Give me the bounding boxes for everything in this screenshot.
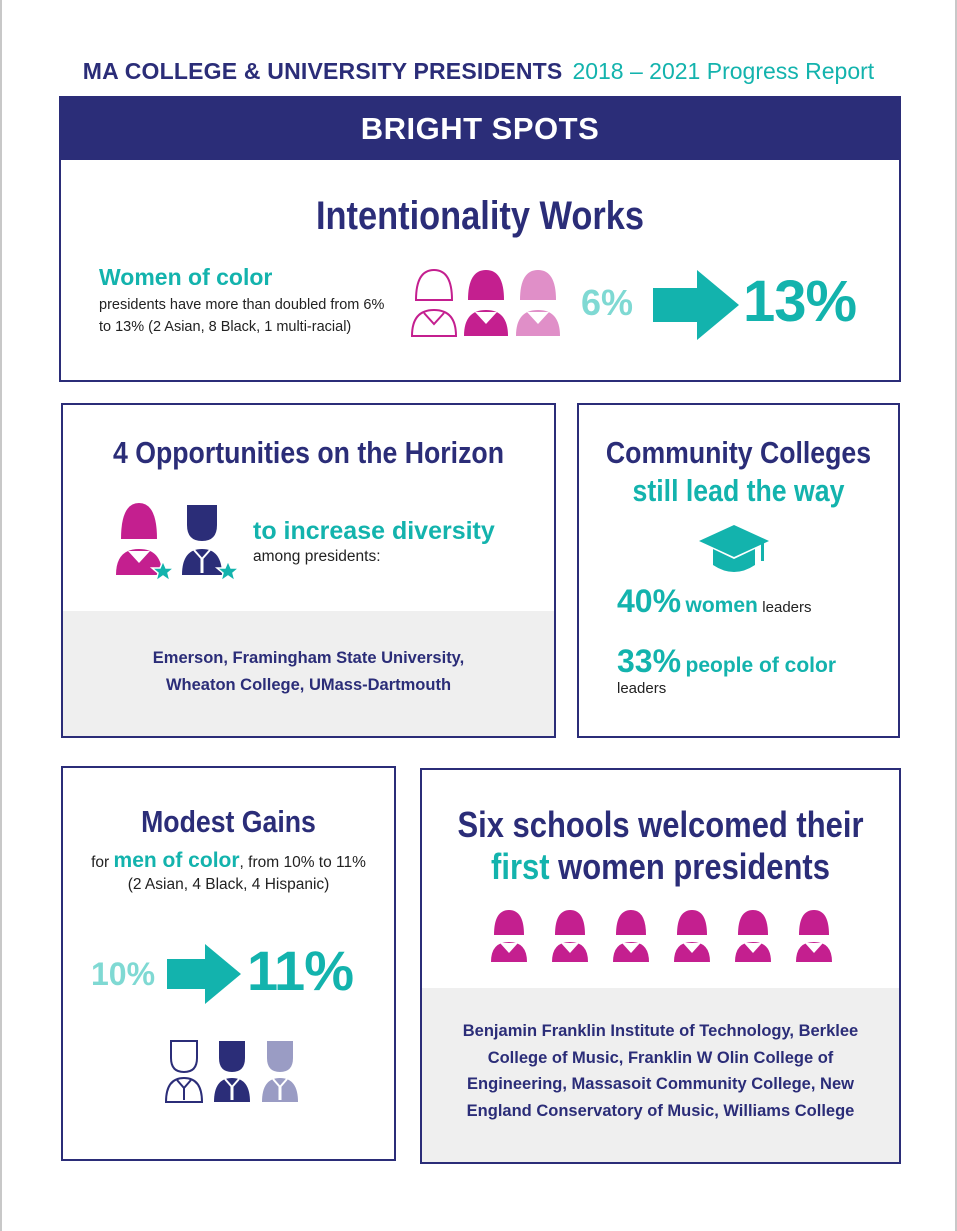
woman-icon <box>491 910 527 962</box>
poc-leaders-pct: 33% <box>617 643 682 679</box>
community-colleges-subtitle: still lead the way <box>632 473 845 508</box>
men-icons-group <box>165 1038 305 1106</box>
man-outline-icon <box>166 1041 202 1102</box>
six-schools-title: Six schools welcomed their <box>457 804 864 845</box>
women-of-color-description: presidents have more than doubled from 6% to 13% (2 Asian, 8 Black, 1 multi-racial) <box>99 297 385 335</box>
first-highlight: first <box>491 846 550 887</box>
report-subtitle: 2018 – 2021 Progress Report <box>572 58 875 84</box>
poc-leaders-suffix: leaders <box>617 680 667 697</box>
modest-gains-prefix: for <box>91 854 110 871</box>
modest-gains-card <box>61 766 396 1161</box>
bright-spots-banner: BRIGHT SPOTS <box>59 96 901 162</box>
poc-leaders-stat <box>617 643 877 697</box>
woman-star-icon <box>116 503 174 581</box>
women-of-color-from-pct: 6% <box>581 282 634 323</box>
six-schools-panel <box>422 988 899 1162</box>
page-header <box>2 58 955 85</box>
women-leaders-pct: 40% <box>617 583 682 619</box>
man-slate-icon <box>262 1041 298 1102</box>
women-leaders-label: women <box>685 594 758 617</box>
six-schools-title-line2 <box>455 846 865 888</box>
women-leaders-stat <box>617 583 812 620</box>
women-leaders-suffix: leaders <box>762 599 812 616</box>
woman-icon <box>613 910 649 962</box>
opportunity-schools-line1: Emerson, Framingham State University, <box>152 649 465 667</box>
woman-solid-icon <box>464 270 508 336</box>
woman-icon <box>552 910 588 962</box>
modest-gains-breakdown: (2 Asian, 4 Black, 4 Hispanic) <box>127 876 330 893</box>
woman-icon <box>735 910 771 962</box>
community-colleges-title: Community Colleges <box>605 435 872 470</box>
opportunity-icons-group <box>113 501 243 583</box>
intentionality-title: Intentionality Works <box>315 194 645 238</box>
opportunity-schools-line2: Wheaton College, UMass-Dartmouth <box>165 676 452 694</box>
increase-diversity-subheading: among presidents: <box>253 548 381 565</box>
community-colleges-card <box>577 403 900 738</box>
woman-outline-icon <box>412 270 456 336</box>
woman-icon <box>796 910 832 962</box>
intentionality-card <box>59 160 901 382</box>
opportunity-schools-panel <box>63 611 554 736</box>
women-of-color-to-pct: 13% <box>743 269 857 334</box>
modest-gains-description <box>63 850 394 896</box>
graduation-cap-icon <box>699 523 769 577</box>
arrow-right-icon <box>167 944 241 1004</box>
six-schools-card <box>420 768 901 1164</box>
men-of-color-highlight: men of color <box>113 849 240 872</box>
six-women-icons-group <box>490 908 840 964</box>
man-solid-icon <box>214 1041 250 1102</box>
modest-gains-suffix: , from 10% to 11% <box>239 854 366 871</box>
six-schools-list: Benjamin Franklin Institute of Technology, Berklee College of Music, Franklin W Olin College of Engineering, Massasoit Community College, New England Conservatory of Music, Williams College <box>462 1022 859 1120</box>
report-title: MA COLLEGE & UNIVERSITY PRESIDENTS <box>82 58 563 84</box>
man-star-icon <box>182 505 239 581</box>
men-of-color-to-pct: 11% <box>247 939 353 1002</box>
woman-icon <box>674 910 710 962</box>
poc-leaders-label: people of color <box>685 654 837 677</box>
six-schools-title-rest: women presidents <box>558 846 830 887</box>
woman-light-icon <box>516 270 560 336</box>
modest-gains-title: Modest Gains <box>141 804 316 839</box>
increase-diversity-heading: to increase diversity <box>253 517 495 545</box>
arrow-right-icon <box>653 270 739 340</box>
women-icons-group <box>409 266 569 340</box>
opportunities-card <box>61 403 556 738</box>
opportunities-title: 4 Opportunities on the Horizon <box>112 435 505 470</box>
men-of-color-from-pct: 10% <box>91 956 156 992</box>
women-of-color-heading: Women of color <box>99 264 273 290</box>
